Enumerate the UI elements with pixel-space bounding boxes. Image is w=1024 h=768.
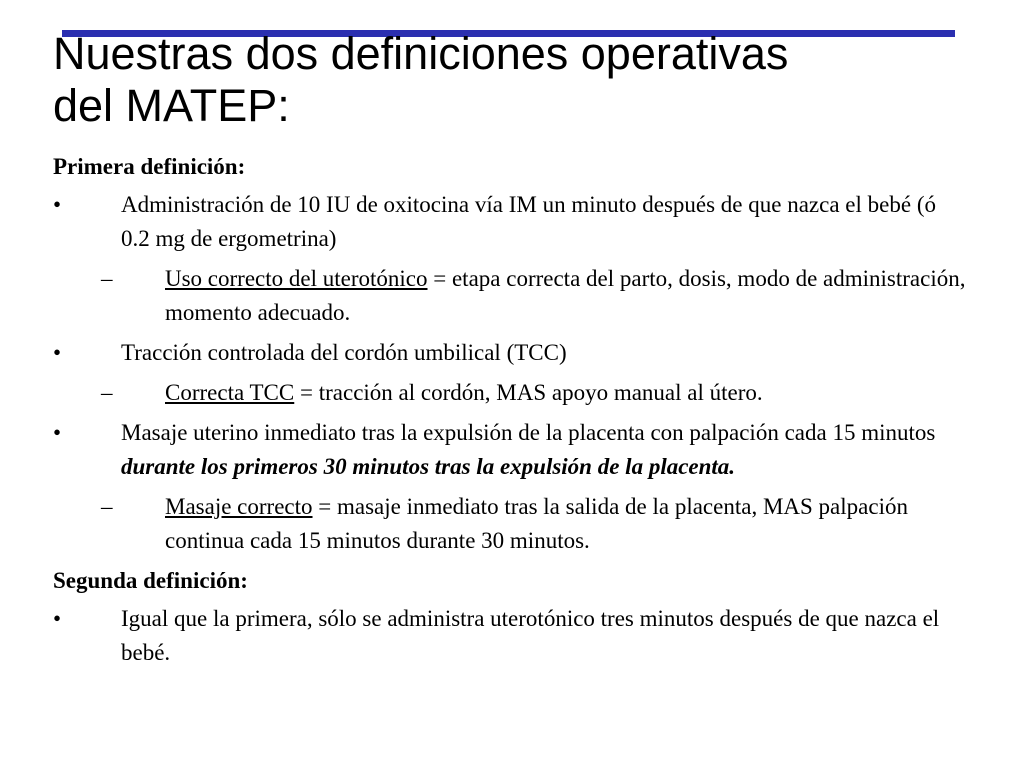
bullet-text-plain: Masaje uterino inmediato tras la expulsión de la placenta con palpación cada 15 minutos <box>121 420 936 445</box>
second-definition-heading: Segunda definición: <box>53 568 248 593</box>
slide-title <box>53 28 953 132</box>
sub-bullet-text <box>165 262 968 330</box>
bullet-marker: • <box>53 340 62 365</box>
bullet-item <box>53 416 968 484</box>
sub-bullet-item <box>53 490 968 558</box>
dash-marker: – <box>101 380 113 405</box>
first-definition-heading: Primera definición: <box>53 154 246 179</box>
bullet-item <box>53 336 968 370</box>
bullet-item <box>53 188 968 256</box>
bullet-marker: • <box>53 420 62 445</box>
bullet-text: Igual que la primera, sólo se administra uterotónico tres minutos después de que nazca el bebé. <box>121 606 940 665</box>
bullet-marker: • <box>53 192 62 217</box>
term-definition: = tracción al cordón, MAS apoyo manual al útero. <box>294 380 763 405</box>
underlined-term: Uso correcto del uterotónico <box>165 266 428 291</box>
bullet-text: Administración de 10 IU de oxitocina vía IM un minuto después de que nazca el bebé (ó 0.2 mg de ergometrina) <box>121 192 936 251</box>
bullet-text <box>121 416 968 484</box>
sub-bullet-text <box>165 376 968 410</box>
bullet-text-emphasis: durante los primeros 30 minutos tras la expulsión de la placenta. <box>121 454 736 479</box>
bullet-item <box>53 602 968 670</box>
sub-bullet-item <box>53 376 968 410</box>
dash-marker: – <box>101 494 113 519</box>
bullet-text: Tracción controlada del cordón umbilical (TCC) <box>121 340 567 365</box>
bullet-marker: • <box>53 606 62 631</box>
slide-body <box>53 150 968 676</box>
underlined-term: Masaje correcto <box>165 494 313 519</box>
slide-title-line1: Nuestras dos definiciones operativas <box>53 28 789 79</box>
sub-bullet-text <box>165 490 968 558</box>
dash-marker: – <box>101 266 113 291</box>
term-definition: = etapa correcta del parto, dosis, modo de administración, momento adecuado. <box>165 266 966 325</box>
sub-bullet-item <box>53 262 968 330</box>
slide-title-line2: del MATEP: <box>53 80 290 131</box>
underlined-term: Correcta TCC <box>165 380 295 405</box>
term-definition: = masaje inmediato tras la salida de la placenta, MAS palpación continua cada 15 minutos durante 30 minutos. <box>165 494 908 553</box>
